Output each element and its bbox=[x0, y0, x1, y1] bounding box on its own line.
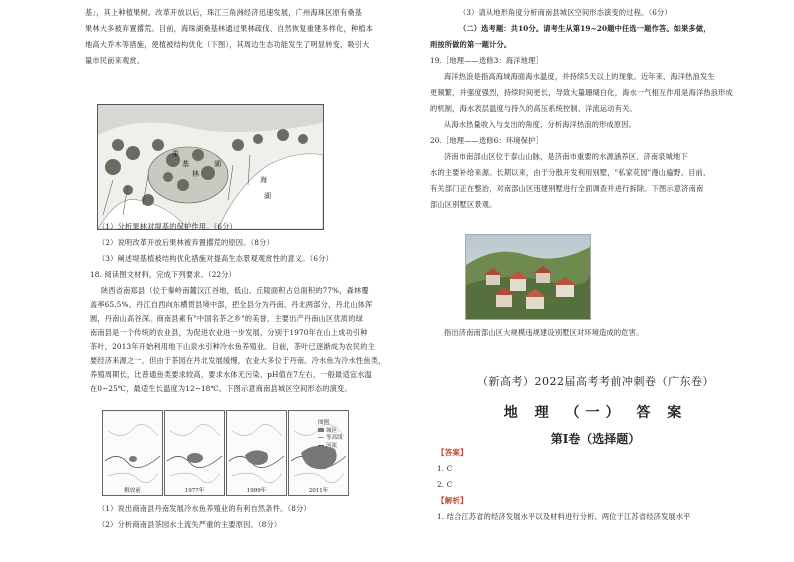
q19-text-4: 从海水热量收入与支出的角度，分析海洋热浪的形成原因。 bbox=[444, 120, 637, 129]
intro-line-2: 果林大多被弃置撂荒。目前，海珠湖桑基林通过果林疏伐、自然恢复重建多样化，种植本 bbox=[85, 24, 374, 33]
map-caption-1: 解放前 bbox=[124, 488, 141, 494]
q17-3: （3）阐述堤基植被结构优化措施对提高生态景观观赏性的意义。（6分） bbox=[98, 254, 333, 263]
q18-question-1: （1）说出商南县丹南发展冷水鱼养殖业的有利自然条件。（8分） bbox=[98, 504, 311, 513]
intro-line-3: 地高大乔木等措施，使植被结构优化（下图），其周边生态功能发生了明显转变，吸引大 bbox=[85, 40, 370, 49]
optional-heading-2: 则按所做的第一题计分。 bbox=[430, 40, 512, 49]
map-panel-3 bbox=[226, 410, 287, 496]
q20-heading: 20.［地理——选修6：环境保护］ bbox=[430, 136, 543, 145]
map-caption-3: 1999年 bbox=[246, 488, 267, 494]
q20-text-2: 水的主要补给来源。长期以来，由于分散开发利用别墅，"私家花园"漫山遍野。目前， bbox=[430, 168, 711, 177]
q19-text-1: 海洋热浪是指高海域海面海水温度，并持续5天以上的现象。近年来，海洋热浪发生 bbox=[444, 72, 715, 81]
q18-text-6: 要经济来源之一，但由于茶园在丹北发展缓慢，农业大多位于丹南。冷水鱼为冷水性鱼类， bbox=[90, 356, 386, 365]
section-title: 第Ⅰ卷（选择题） bbox=[550, 432, 641, 446]
analysis-text: 1. 结合江苏省的经济发展水平以及材料进行分析。两位于江苏省经济发展水平 bbox=[437, 512, 691, 521]
answer-title: 地 理 （一） 答 案 bbox=[503, 405, 688, 421]
exam-title: （新高考）2022届高考考前冲刺卷（广东卷） bbox=[477, 375, 714, 388]
legend-item-river: 河流 bbox=[318, 443, 343, 451]
q20-text-4: 部山区别墅区景观。 bbox=[430, 200, 497, 209]
sketch-label-a: 果 bbox=[172, 150, 179, 158]
intro-line-4: 量市民前来观赏。 bbox=[85, 56, 145, 65]
answer-2: 2. C bbox=[437, 480, 453, 489]
q18-text-5: 茶叶，2013年开始利用地下山泉水引种冷水鱼养殖业。目前，茶叶已逐渐成为农民的主 bbox=[90, 342, 376, 351]
sketch-label-d: 湖 bbox=[214, 160, 221, 168]
q18-question-2: （2）分析商南县茶园水土流失严重的主要原因。（8分） bbox=[98, 520, 282, 529]
q18-heading: 18. 阅读图文材料，完成下列要求。（22分） bbox=[90, 270, 237, 279]
optional-heading: （二）选考题：共10分。请考生从第19~20题中任选一题作答。如果多做， bbox=[459, 24, 711, 33]
q19-text-2: 更频繁，并强度强烈，持续时间更长，导致大量珊瑚白化，海水一气相互作用是海洋热浪形成 bbox=[430, 88, 733, 97]
q18-question-3: （3）请从地形角度分析商南县城区空间形态演变的过程。（6分） bbox=[459, 8, 672, 17]
map-caption-2: 1977年 bbox=[184, 488, 205, 494]
q20-text-1: 济南市南部山区位于泰山山脉，是济南市重要的水源涵养区、济南泉城地下 bbox=[444, 152, 688, 161]
map-panel-2 bbox=[164, 410, 225, 496]
legend-item-city: 城区 bbox=[318, 428, 343, 436]
q18-text-3: 圆，丹南山高谷深。商南县素有"中国名茶之乡"的美誉，主要出产丹南山区优质的绿 bbox=[90, 314, 363, 323]
answer-1: 1. C bbox=[437, 464, 453, 473]
map-legend bbox=[318, 420, 343, 450]
q18-text-7: 养殖周期长，比普通鱼类要求较高，要求水体无污染、pH值在7左右，一般最适宜水温 bbox=[90, 370, 372, 379]
q17-1: （1）分析果林对堤基的保护作用。（6分） bbox=[98, 222, 237, 231]
q19-text-3: 的机制，海水表层温度与持久的高压系统控制、洋流运动有关。 bbox=[430, 104, 637, 113]
intro-line-1: 基」，其上种植果树。改革开放以后，珠江三角洲经济迅速发展，广州海珠区原有桑基 bbox=[85, 8, 363, 17]
villa-area-photo bbox=[465, 234, 591, 320]
map-panel-1 bbox=[102, 410, 163, 496]
q20-text-3: 有关部门正在整治，对南部山区违建别墅进行全面调查并进行拆除。下图示意济南南 bbox=[430, 184, 704, 193]
answer-label: 【答案】 bbox=[437, 448, 468, 457]
analysis-label: 【解析】 bbox=[437, 496, 468, 505]
mulberry-dike-sketch bbox=[97, 104, 324, 230]
q18-text-1: 陕西省南郑县（位于秦岭南麓汉江谷地，低山、丘陵面积占总面积的77%，森林覆 bbox=[101, 286, 369, 295]
map-caption-4: 2011年 bbox=[308, 488, 329, 494]
sketch-label-b: 基 bbox=[182, 160, 189, 168]
q17-2: （2）说明改革开放后果林被弃置撂荒的原因。（8分） bbox=[98, 238, 274, 247]
legend-title: 图例 bbox=[318, 420, 330, 426]
q18-text-4: 南南县是一个传统的农业县，为促进农业进一步发展，分别于1970年在山上成功引种 bbox=[90, 328, 368, 337]
sketch-label-f: 湖 bbox=[264, 192, 271, 200]
legend-item-contour: 等高线 bbox=[318, 435, 343, 443]
q20-question: 指出济南南部山区大规模违规建设别墅区对环境造成的危害。 bbox=[444, 328, 644, 337]
q19-heading: 19.［地理——选修3：海洋地理］ bbox=[430, 56, 543, 65]
city-evolution-maps bbox=[102, 410, 348, 494]
right-column bbox=[397, 0, 794, 562]
sketch-drawing bbox=[98, 105, 323, 229]
sketch-label-c: 林 bbox=[192, 170, 199, 178]
sketch-label-e: 海 bbox=[260, 176, 267, 184]
q18-text-8: 在0~25℃，最适生长温度为12~18℃。下图示意商南县城区空间形态的演变。 bbox=[90, 384, 352, 393]
q18-text-2: 盖率65.5%。丹江自西向东横贯县境中部，把全县分为丹南、丹北两部分，丹北山体浑 bbox=[90, 300, 373, 309]
